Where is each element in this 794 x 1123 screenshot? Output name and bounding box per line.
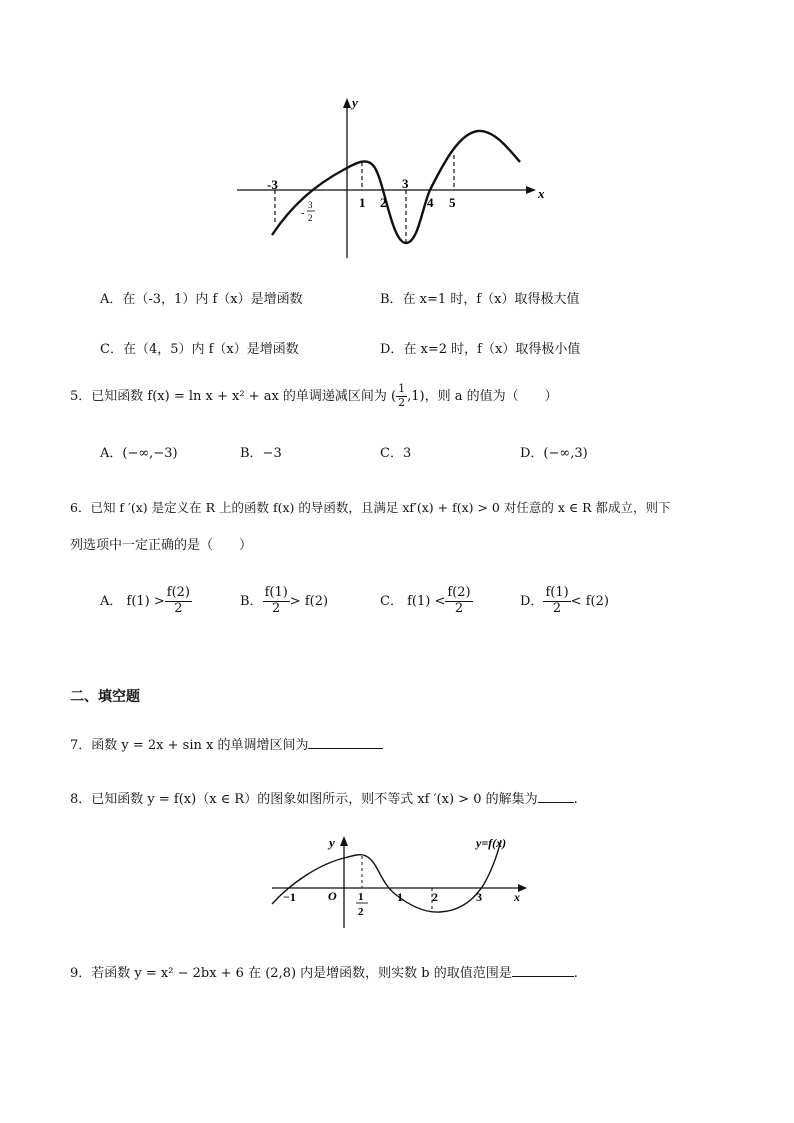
graph1-y-arrow [343,98,351,108]
graph1-label-m32-den: 2 [308,213,313,223]
q5-frac-den: 2 [398,396,406,409]
q5-stem-post: ,1)，则 a 的值为（ ） [407,389,558,404]
graph2-label-1: 1 [397,890,403,904]
q6-b-num: f(1) [264,585,288,601]
q4-option-c: C．在（4，5）内 f（x）是增函数 [100,342,299,357]
q6-option-c [380,582,473,622]
graph1-x-label: x [538,186,545,201]
q6-a-frac [165,586,192,617]
q7-text: 7．函数 y = 2x + sin x 的单调增区间为 [70,738,309,753]
graph2-curve [272,840,501,912]
q6-d-post: < f(2) [570,594,609,609]
graph2-x-label: x [514,890,520,904]
graph2-label-2: 2 [432,890,438,904]
q6-stem-line2: 列选项中一定正确的是（ ） [70,538,253,553]
graph1-label-m32-num: 3 [308,200,313,210]
graph1-label-m32-sign: - [301,208,305,219]
q8-text: 8．已知函数 y = f(x)（x ∈ R）的图象如图所示，则不等式 xf ′(x) > 0 的解集为 [70,792,538,807]
q6-option-d [520,582,609,622]
graph1-label-3: 3 [402,176,409,191]
q5-option-d: D．(−∞,3) [520,446,588,461]
graph2-label-O: O [328,889,337,903]
q9-stem [70,962,578,981]
q8-end: . [573,792,578,807]
q5-stem-pre: 5．已知函数 f(x) = ln x + x² + ax 的单调递减区间为 ( [70,389,397,404]
q6-a-pre: A． f(1) > [100,594,165,609]
q6-d-den: 2 [552,601,562,616]
q6-b-post: > f(2) [289,594,329,609]
q5-option-c: C．3 [380,446,412,461]
q6-a-num: f(2) [166,585,191,601]
q9-text: 9．若函数 y = x² − 2bx + 6 在 (2,8) 内是增函数，则实数 b 的取值范围是 [70,966,512,981]
q5-option-a: A．(−∞,−3) [100,446,178,461]
graph-2 [0,820,794,940]
q6-d-num: f(1) [545,585,569,601]
graph1-y-label: y [352,95,358,110]
graph2-y-label: y [329,835,335,850]
q4-option-b: B．在 x=1 时，f（x）取得极大值 [380,292,580,307]
graph1-label-m3: -3 [267,177,278,192]
q7-answer-blank[interactable] [308,736,383,749]
q4-option-a: A．在（-3，1）内 f（x）是增函数 [100,292,303,307]
q8-stem [70,788,578,807]
graph2-label-3: 3 [476,890,482,904]
q6-d-frac [543,586,570,617]
graph1-label-5: 5 [449,195,456,210]
q6-b-frac [263,586,290,617]
q6-option-a [100,582,192,622]
graph-1 [0,0,794,270]
graph1-label-2: 2 [380,195,387,210]
q6-d-pre: D． [520,594,544,609]
section-title-fill-in: 二、填空题 [70,689,140,705]
q6-option-b [240,582,328,622]
q9-end: . [573,966,578,981]
q9-answer-blank[interactable] [512,964,574,977]
q5-fraction [396,383,407,409]
q8-answer-blank[interactable] [538,790,574,803]
graph2-curve-label: y=f(x) [476,836,507,850]
graph1-label-1: 1 [359,195,366,210]
q5-frac-num: 1 [398,382,406,396]
q6-c-pre: C． f(1) < [380,594,446,609]
graph2-label-half-den: 2 [358,906,364,918]
graph2-y-arrow [340,836,348,846]
q6-c-frac [445,586,472,617]
q6-b-den: 2 [272,601,281,616]
q6-a-den: 2 [174,601,183,616]
graph2-label-m1: −1 [283,890,296,904]
graph1-x-arrow [526,186,536,194]
graph1-curve [272,131,520,243]
graph1-label-4: 4 [427,195,434,210]
q5-stem [70,380,558,414]
q7-stem [70,734,383,753]
q4-option-d: D．在 x=2 时，f（x）取得极小值 [380,342,581,357]
q6-stem-line1: 6．已知 f ′(x) 是定义在 R 上的函数 f(x) 的导函数，且满足 xf′(x) + f(x) > 0 对任意的 x ∈ R 都成立，则下 [70,500,671,515]
q5-option-b: B．−3 [240,446,282,461]
graph2-label-half-num: 1 [358,891,364,903]
q6-c-num: f(2) [447,585,471,601]
q6-c-den: 2 [454,601,464,616]
q6-b-pre: B． [240,594,263,609]
